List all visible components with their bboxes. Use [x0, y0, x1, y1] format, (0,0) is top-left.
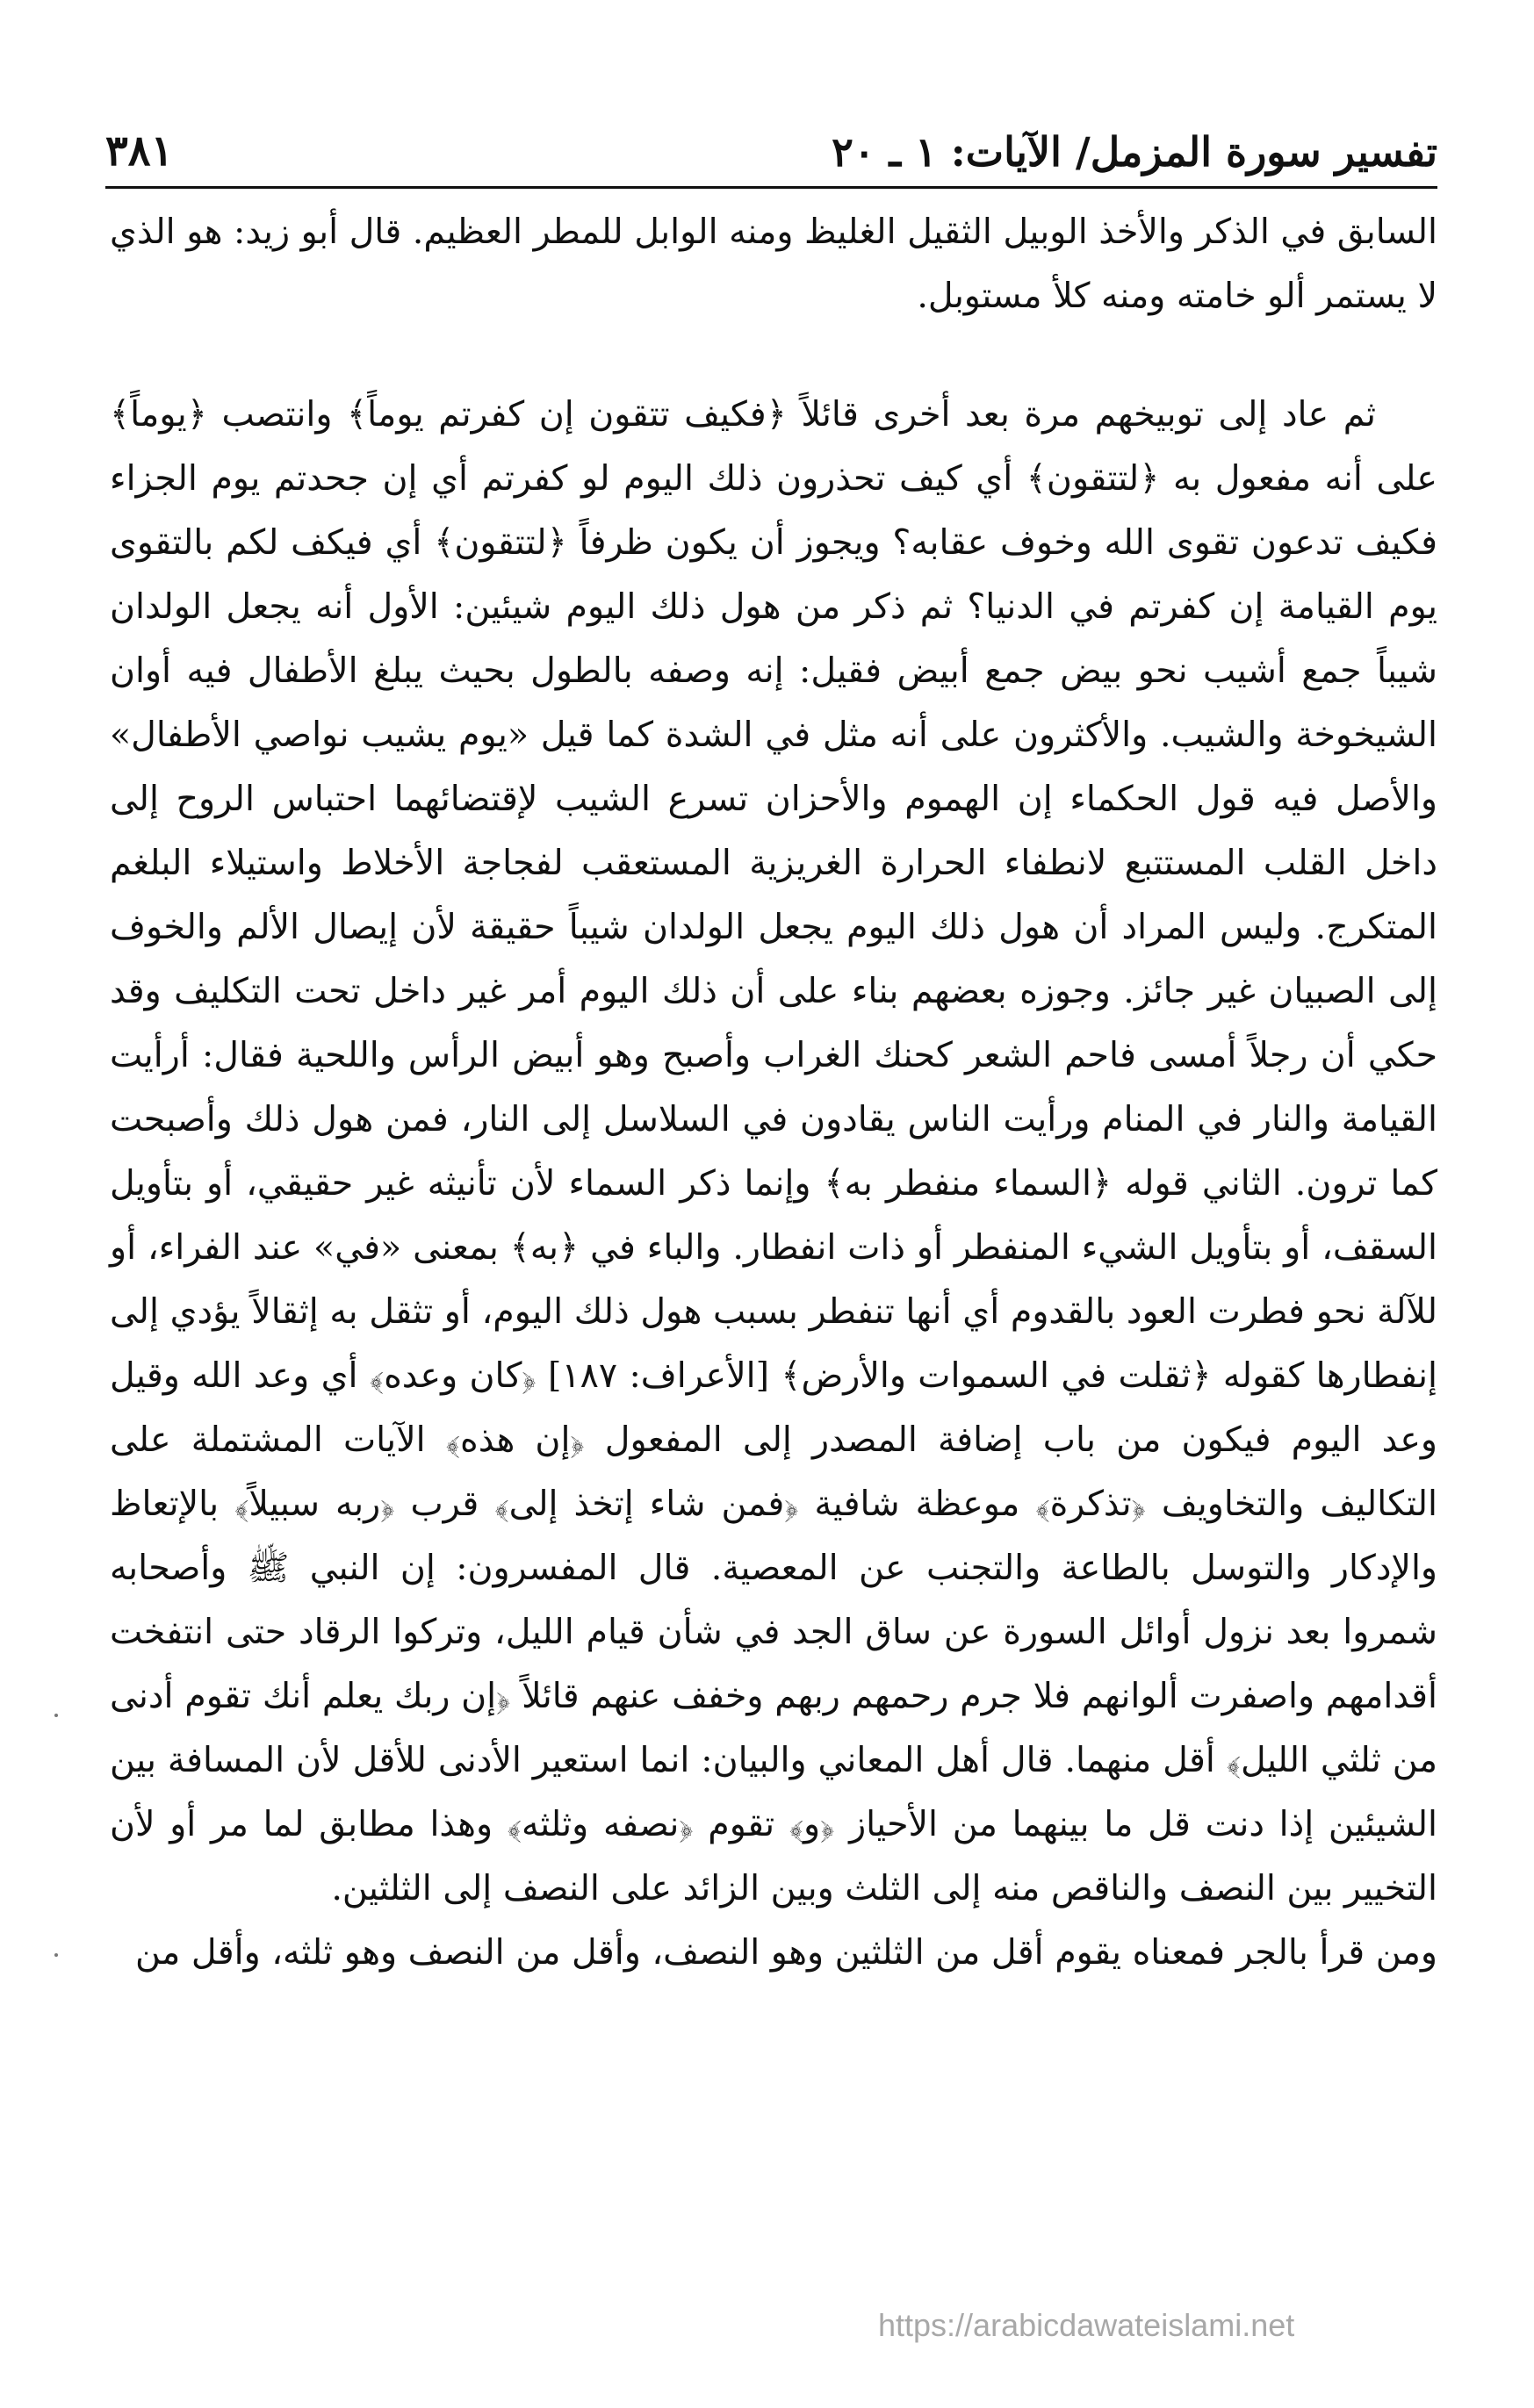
margin-dot — [54, 1714, 58, 1717]
header-divider — [105, 186, 1437, 189]
main-text — [110, 200, 1437, 1985]
running-header — [105, 105, 1437, 176]
margin-dot — [54, 1953, 58, 1957]
page-number: ٣٨١ — [105, 126, 174, 176]
paragraph-gap — [110, 328, 1437, 383]
paragraph-continuation: السابق في الذكر والأخذ الوبيل الثقيل الغليظ ومنه الوابل للمطر العظيم. قال أبو زيد: هو الذي لا يستمر ألو خامته ومنه كلأ مستوبل. — [110, 212, 1437, 316]
paragraph-last: ومن قرأ بالجر فمعناه يقوم أقل من الثلثين وهو النصف، وأقل من النصف وهو ثلثه، وأقل من — [135, 1932, 1437, 1973]
header-title: تفسير سورة المزمل/ الآيات: ١ ـ ٢٠ — [832, 128, 1437, 176]
paragraph-main: ثم عاد إلى توبيخهم مرة بعد أخرى قائلاً ﴿فكيف تتقون إن كفرتم يوماً﴾ وانتصب ﴿يوماً﴾ على أنه مفعول به ﴿لتتقون﴾ أي كيف تحذرون ذلك اليوم لو كفرتم أي إن جحدتم يوم الجزاء فكيف تدعون تقوى الله وخوف عقابه؟ ويجوز أن يكون ظرفاً ﴿لتتقون﴾ أي فيكف لكم بالتقوى يوم القيامة إن كفرتم في الدنيا؟ ثم ذكر من هول ذلك اليوم شيئين: الأول أنه يجعل الولدان شيباً جمع أشيب نحو بيض جمع أبيض فقيل: إنه وصفه بالطول بحيث يبلغ الأطفال فيه أوان الشيخوخة والشيب. والأكثرون على أنه مثل في الشدة كما قيل «يوم يشيب نواصي الأطفال» والأصل فيه قول الحكماء إن الهموم والأحزان تسرع الشيب لإقتضائهما احتباس الروح إلى داخل القلب المستتبع لانطفاء الحرارة الغريزية المستعقب لفجاجة الأخلاط واستيلاء البلغم المتكرج. وليس المراد أن هول ذلك اليوم يجعل الولدان شيباً حقيقة لأن إيصال الألم والخوف إلى الصبيان غير جائز. وجوزه بعضهم بناء على أن ذلك اليوم أمر غير داخل تحت التكليف وقد حكي أن رجلاً أمسى فاحم الشعر كحنك الغراب وأصبح وهو أبيض الرأس واللحية فقال: أرأيت القيامة والنار في المنام ورأيت الناس يقادون في السلاسل إلى النار، فمن هول ذلك وأصبحت كما ترون. الثاني قوله ﴿السماء منفطر به﴾ وإنما ذكر السماء لأن تأنيثه غير حقيقي، أو بتأويل السقف، أو بتأويل الشيء المنفطر أو ذات انفطار. والباء في ﴿به﴾ بمعنى «في» عند الفراء، أو للآلة نحو فطرت العود بالقدوم أي أنها تنفطر بسبب هول ذلك اليوم، أو تثقل به إثقالاً يؤدي إلى إنفطارها كقوله ﴿ثقلت في السموات والأرض﴾ [الأعراف: ١٨٧] ﴿كان وعده﴾ أي وعد الله وقيل وعد اليوم فيكون من باب إضافة المصدر إلى المفعول ﴿إن هذه﴾ الآيات المشتملة على التكاليف والتخاويف ﴿تذكرة﴾ موعظة شافية ﴿فمن شاء إتخذ إلى﴾ قرب ﴿ربه سبيلاً﴾ بالإتعاظ والإدكار والتوسل بالطاعة والتجنب عن المعصية. قال المفسرون: إن النبي ﷺ وأصحابه شمروا بعد نزول أوائل السورة عن ساق الجد في شأن قيام الليل، وتركوا الرقاد حتى انتفخت أقدامهم واصفرت ألوانهم فلا جرم رحمهم ربهم وخفف عنهم قائلاً ﴿إن ربك يعلم أنك تقوم أدنى من ثلثي الليل﴾ أقل منهما. قال أهل المعاني والبيان: انما استعير الأدنى للأقل لأن المسافة بين الشيئين إذا دنت قل ما بينهما من الأحياز ﴿و﴾ تقوم ﴿نصفه وثلثه﴾ وهذا مطابق لما مر أو لأن التخيير بين النصف والناقص منه إلى الثلث وبين الزائد على النصف إلى الثلثين. — [110, 394, 1437, 1908]
watermark-url: https://arabicdawateislami.net — [878, 2307, 1295, 2343]
